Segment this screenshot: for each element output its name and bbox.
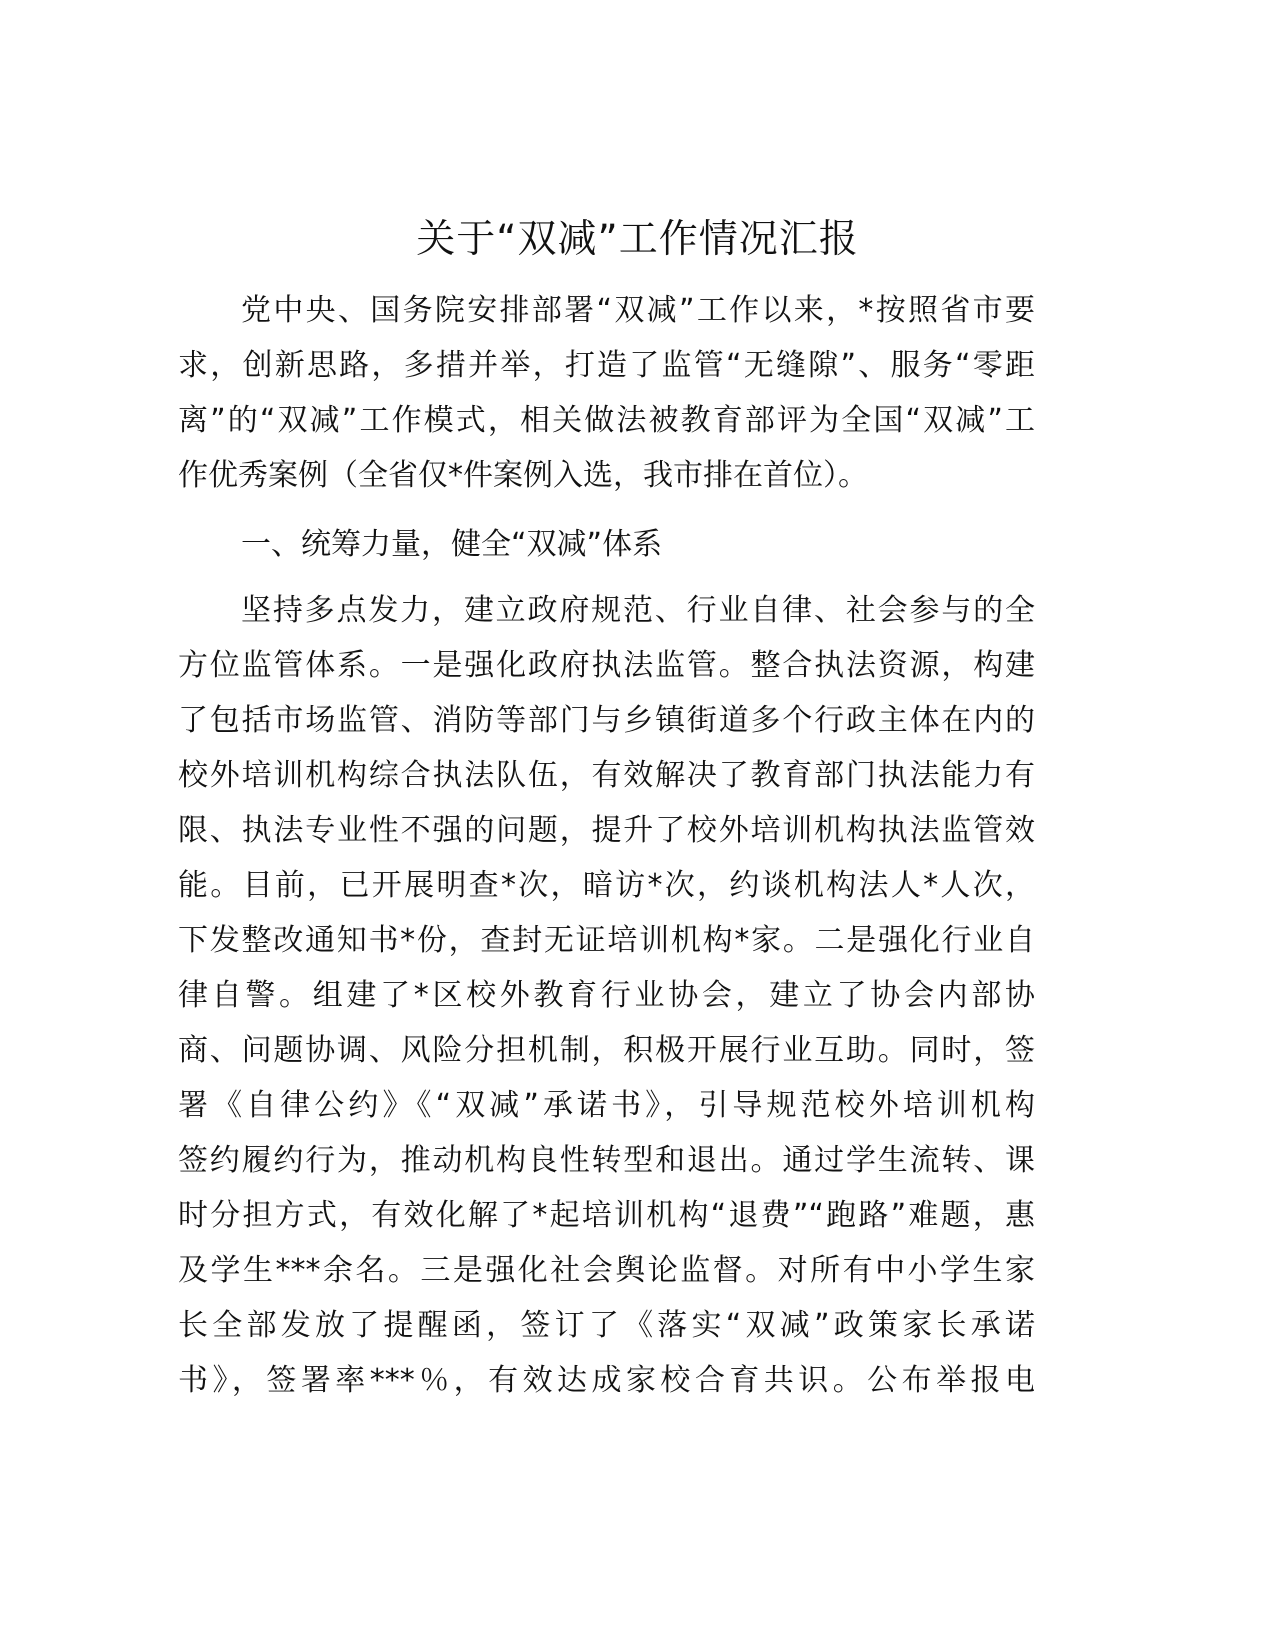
text-line: 方位监管体系。一是强化政府执法监管。整合执法资源，构建 <box>178 648 1035 683</box>
text-line: 签约履约行为，推动机构良性转型和退出。通过学生流转、课 <box>178 1143 1035 1178</box>
text-line: 党中央、国务院安排部署“双减”工作以来，*按照省市要 <box>241 293 1035 328</box>
text-line: 限、执法专业性不强的问题，提升了校外培训机构执法监管效 <box>178 813 1035 848</box>
text-line: 作优秀案例（全省仅*件案例入选，我市排在首位）。 <box>178 458 868 493</box>
text-line: 长全部发放了提醒函，签订了《落实“双减”政策家长承诺 <box>178 1308 1035 1343</box>
text-line: 离”的“双减”工作模式，相关做法被教育部评为全国“双减”工 <box>178 403 1035 438</box>
text-line: 及学生***余名。三是强化社会舆论监督。对所有中小学生家 <box>178 1253 1035 1288</box>
text-line: 能。目前，已开展明查*次，暗访*次，约谈机构法人*人次， <box>178 868 1035 903</box>
text-line: 求，创新思路，多措并举，打造了监管“无缝隙”、服务“零距 <box>178 348 1035 383</box>
text-line: 了包括市场监管、消防等部门与乡镇街道多个行政主体在内的 <box>178 703 1035 738</box>
text-line: 署《自律公约》《“双减”承诺书》，引导规范校外培训机构 <box>178 1088 1035 1123</box>
text-line: 下发整改通知书*份，查封无证培训机构*家。二是强化行业自 <box>178 923 1035 958</box>
text-line: 时分担方式，有效化解了*起培训机构“退费”“跑路”难题，惠 <box>178 1198 1035 1233</box>
section1-paragraph <box>178 583 1035 1408</box>
text-line: 律自警。组建了*区校外教育行业协会，建立了协会内部协 <box>178 978 1035 1013</box>
document-title: 关于“双减”工作情况汇报 <box>416 217 859 262</box>
text-line: 商、问题协调、风险分担机制，积极开展行业互助。同时，签 <box>178 1033 1035 1068</box>
text-line: 坚持多点发力，建立政府规范、行业自律、社会参与的全 <box>241 593 1035 628</box>
document-body <box>178 283 1035 1408</box>
section-heading: 一、统筹力量，健全“双减”体系 <box>241 527 663 562</box>
text-line: 书》，签署率***％，有效达成家校合育共识。公布举报电 <box>178 1363 1035 1398</box>
intro-paragraph <box>178 283 1035 503</box>
text-line: 校外培训机构综合执法队伍，有效解决了教育部门执法能力有 <box>178 758 1035 793</box>
